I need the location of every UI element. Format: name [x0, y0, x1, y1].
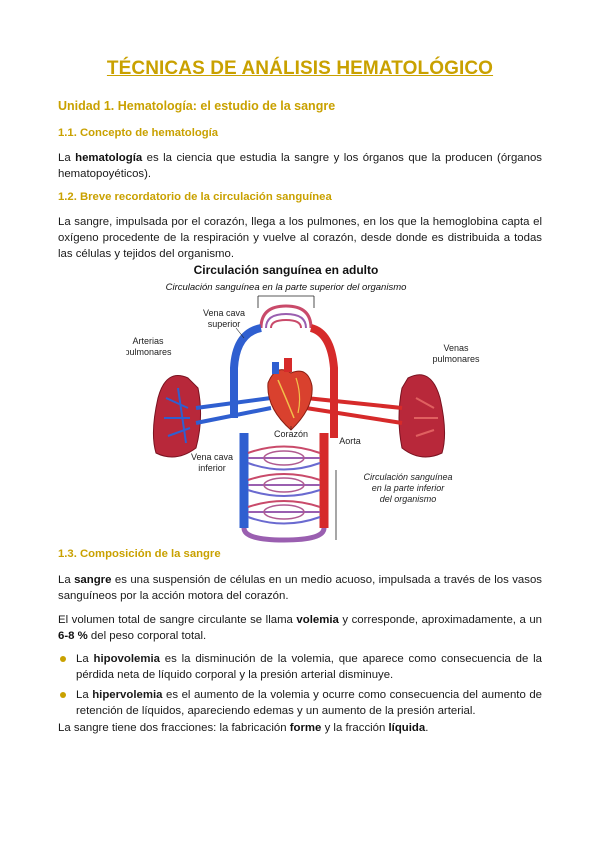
- document-title: TÉCNICAS DE ANÁLISIS HEMATOLÓGICO: [106, 58, 494, 79]
- term-forme: forme: [289, 722, 322, 734]
- right-lung: [399, 375, 445, 457]
- circulation-diagram: [126, 258, 486, 548]
- label-venas-2: pulmonares: [432, 354, 480, 364]
- label-inferior-3: del organismo: [379, 494, 437, 504]
- section-1-3-paragraph-3: La sangre tiene dos fracciones: la fabricación forme y la fracción líquida.: [58, 722, 429, 734]
- section-1-3-paragraph-1: La sangre es una suspensión de células en un medio acuoso, impulsada a través de los vasos sanguíneos por la acción motora del corazón.: [58, 574, 542, 602]
- heart: [268, 358, 312, 430]
- diagram-subtitle: Circulación sanguínea en la parte superior del organismo: [165, 282, 407, 293]
- label-inferior-2: en la parte inferior: [371, 483, 445, 493]
- pulmonary-vein-right: [306, 398, 402, 408]
- section-1-3-paragraph-2: El volumen total de sangre circulante se llama volemia y corresponde, aproximadamente, a un 6-8 % del peso corporal total.: [58, 614, 542, 642]
- label-vena-cava-inferior-2: inferior: [198, 463, 226, 473]
- label-corazon: Corazón: [273, 429, 309, 439]
- term-liquida: líquida: [388, 722, 426, 734]
- label-aorta: Aorta: [339, 436, 361, 446]
- pulmonary-vein-right-2: [306, 408, 402, 423]
- label-venas-1: Venas: [443, 343, 469, 353]
- circulation-diagram-svg: [126, 258, 486, 548]
- bullet-hipervolemia: La hipervolemia es el aumento de la volemia y ocurre como consecuencia del aumento de retención de líquidos, apareciendo edemas y un aumento de la presión arterial.: [58, 687, 542, 719]
- label-inferior-1: Circulación sanguínea: [363, 472, 453, 482]
- upper-capillary-bed: [261, 306, 311, 328]
- section-1-3-heading: 1.3. Composición de la sangre: [58, 548, 221, 560]
- left-lung: [153, 376, 200, 458]
- volemia-bullet-list: [58, 651, 542, 723]
- bullet-dot: [60, 692, 66, 698]
- diagram-title: Circulación sanguínea en adulto: [193, 263, 379, 277]
- bullet-dot: [60, 656, 66, 662]
- vena-cava-superior-vessel: [234, 328, 261, 418]
- term-sangre: sangre: [74, 574, 112, 586]
- unit-heading: Unidad 1. Hematología: el estudio de la sangre: [58, 99, 336, 113]
- term-volemia: volemia: [296, 614, 339, 626]
- term-hematologia: hematología: [75, 152, 143, 164]
- label-arterias-2: pulmonares: [126, 347, 172, 357]
- section-1-2-heading: 1.2. Breve recordatorio de la circulación sanguínea: [58, 191, 332, 203]
- bullet-hipovolemia: La hipovolemia es la disminución de la volemia, que aparece como consecuencia de la pérdida neta de líquido corporal y la presión arterial disminuye.: [58, 651, 542, 683]
- label-arterias-1: Arterias: [132, 336, 164, 346]
- section-1-1-heading: 1.1. Concepto de hematología: [58, 127, 219, 139]
- aorta-upper-vessel: [311, 328, 334, 438]
- term-hipervolemia: hipervolemia: [92, 689, 163, 701]
- term-hipovolemia: hipovolemia: [93, 653, 160, 665]
- lower-capillary-beds: [244, 447, 324, 541]
- label-vena-cava-superior-2: superior: [207, 319, 241, 329]
- label-vena-cava-superior-1: Vena cava: [202, 308, 246, 318]
- section-1-1-paragraph: La hematología es la ciencia que estudia la sangre y los órganos que la producen (órganos hematopoyéticos).: [58, 152, 542, 180]
- label-vena-cava-inferior-1: Vena cava: [190, 452, 234, 462]
- section-1-2-paragraph: La sangre, impulsada por el corazón, llega a los pulmones, en los que la hemoglobina capta el oxígeno procedente de la respiración y vuelve al corazón, desde donde es distribuida a todas las células y tejidos del organismo.: [58, 216, 542, 260]
- volemia-percent: 6-8 %: [58, 630, 88, 642]
